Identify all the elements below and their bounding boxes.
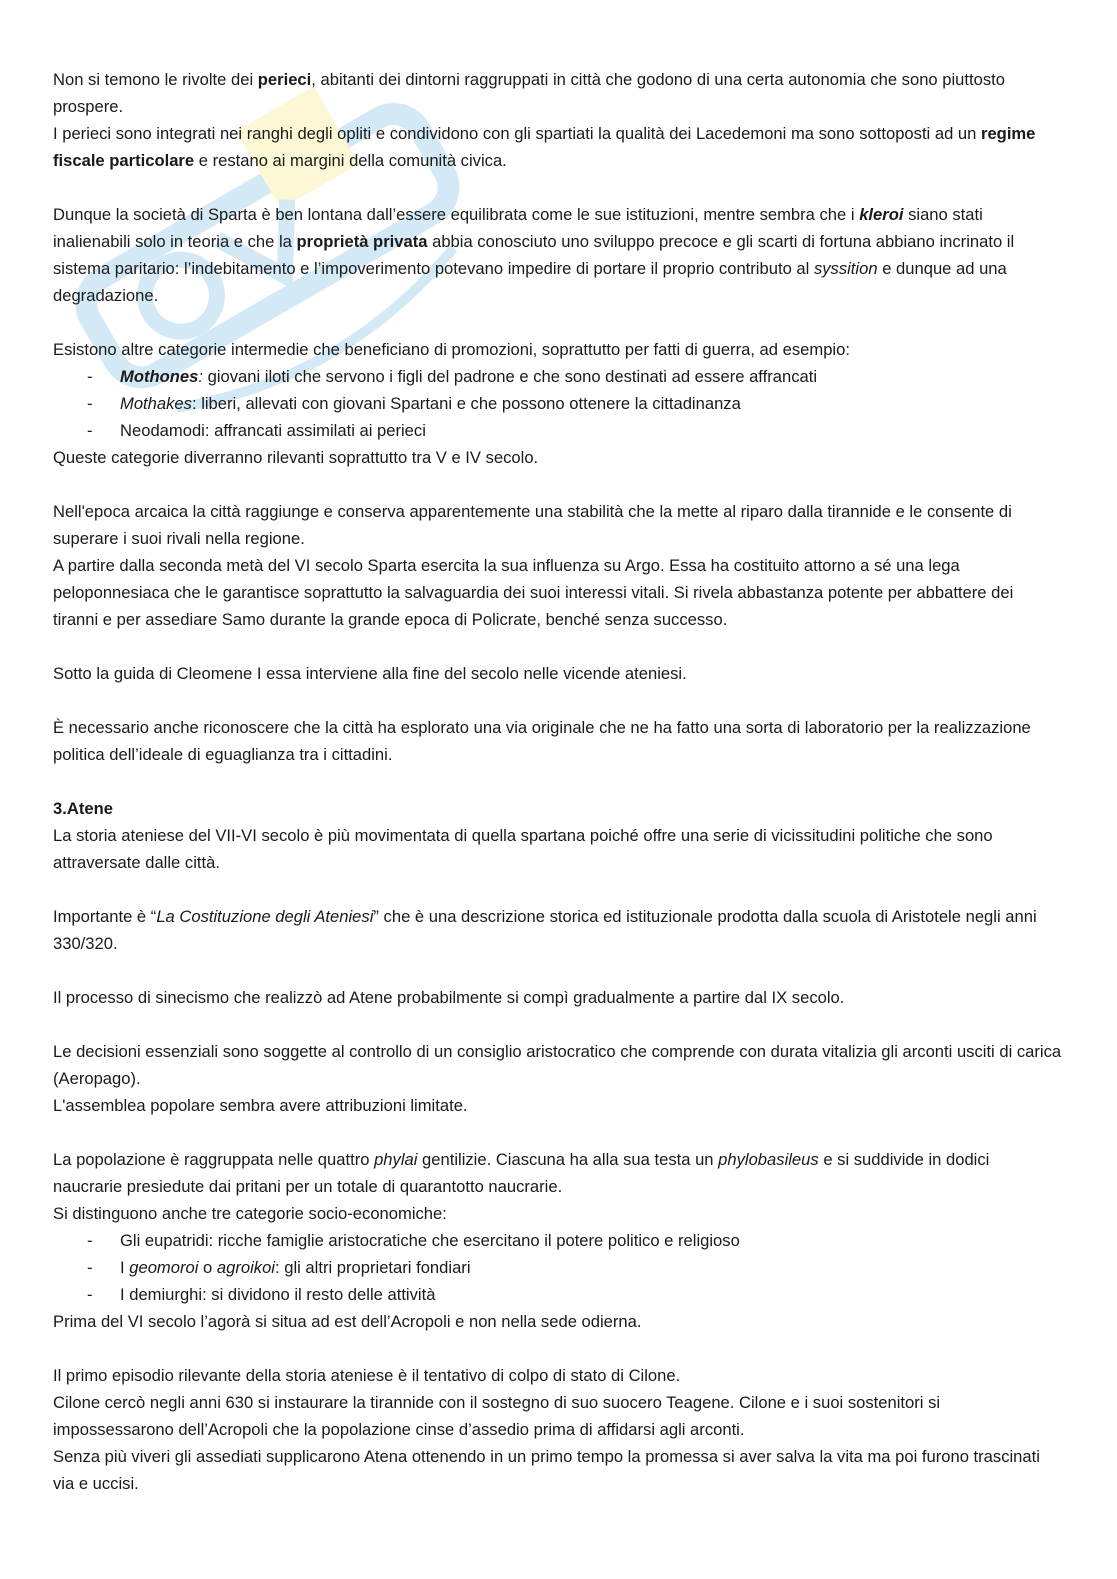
- paragraph-cilone-end: Senza più viveri gli assediati supplicarono Atena ottenendo in un primo tempo la promessa si aver salva la vita ma poi furono trascinati via e uccisi.: [53, 1447, 1040, 1493]
- paragraph-perieci-integration: I perieci sono integrati nei ranghi degli opliti e condividono con gli spartiati la qualità dei Lacedemoni ma sono sottoposti ad un regime fiscale particolare e restano ai margini della comunità civica.: [53, 124, 1036, 170]
- paragraph-cleomene: Sotto la guida di Cleomene I essa interviene alla fine del secolo nelle vicende ateniesi.: [53, 664, 687, 683]
- paragraph-phylai: La popolazione è raggruppata nelle quattro phylai gentilizie. Ciascuna ha alla sua testa un phylobasileus e si suddivide in dodici naucrarie presiedute dai pritani per un totale di quarantotto naucrarie.: [53, 1150, 990, 1196]
- italic-term: phylai: [374, 1150, 418, 1169]
- paragraph-sparta-society: Dunque la società di Sparta è ben lontana dall’essere equilibrata come le sue istituzioni, mentre sembra che i kleroi siano stati inalienabili solo in teoria e che la proprietà privata abbia conosciuto uno sviluppo precoce e gli scarti di fortuna abbiano incrinato il sistema paritario: l’indebitamento e l’impoverimento potevano impedire di portare il proprio contributo al syssition e dunque ad una degradazione.: [53, 205, 1015, 305]
- list-socio-economic: [53, 1227, 1063, 1308]
- list-item: - Mothakes: liberi, allevati con giovani Spartani e che possono ottenere la cittadinanza: [87, 394, 741, 413]
- paragraph-socio-economic: Si distinguono anche tre categorie socio-economiche:: [53, 1204, 447, 1223]
- italic-term: syssition: [813, 259, 878, 278]
- list-item: - Mothones: giovani iloti che servono i figli del padrone e che sono destinati ad essere affrancati: [87, 367, 818, 386]
- bold-italic-term: kleroi: [859, 205, 904, 224]
- paragraph-assembly: L'assemblea popolare sembra avere attribuzioni limitate.: [53, 1096, 468, 1115]
- section-heading-atene: 3.Atene: [53, 799, 113, 818]
- bold-term: proprietà privata: [296, 232, 428, 251]
- list-item: - Gli eupatridi: ricche famiglie aristocratiche che esercitano il potere politico e religioso: [87, 1231, 740, 1250]
- bold-term: perieci: [257, 70, 312, 89]
- italic-title: La Costituzione degli Ateniesi: [156, 907, 374, 926]
- list-intermediate-categories: [53, 363, 1063, 444]
- list-item: - I geomoroi o agroikoi: gli altri proprietari fondiari: [87, 1258, 471, 1277]
- document-body: [53, 66, 1063, 1497]
- bold-term: regime fiscale particolare: [53, 124, 1036, 170]
- list-item: - Neodamodi: affrancati assimilati ai perieci: [87, 421, 426, 440]
- paragraph-peloponnesian-league: A partire dalla seconda metà del VI secolo Sparta esercita la sua influenza su Argo. Essa ha costituito attorno a sé una lega peloponnesiaca che le garantisce soprattutto la salvaguardia dei suoi interessi vitali. Si rivela abbastanza potente per abbattere dei tiranni e per assediare Samo durante la grande epoca di Policrate, benché senza successo.: [53, 556, 1014, 629]
- list-item: - I demiurghi: si dividono il resto delle attività: [87, 1285, 436, 1304]
- paragraph-cilone-attempt: Cilone cercò negli anni 630 si instaurare la tirannide con il sostegno di suo suocero Teagene. Cilone e i suoi sostenitori si impossessarono dell’Acropoli che la popolazione cinse d’assedio prima di affidarsi agli arconti.: [53, 1393, 941, 1439]
- paragraph-categories-relevance: Queste categorie diverranno rilevanti soprattutto tra V e IV secolo.: [53, 448, 539, 467]
- paragraph-archaic-stability: Nell'epoca arcaica la città raggiunge e conserva apparentemente una stabilità che la mette al riparo dalla tirannide e le consente di superare i suoi rivali nella regione.: [53, 502, 1012, 548]
- paragraph-agora: Prima del VI secolo l’agorà si situa ad est dell’Acropoli e non nella sede odierna.: [53, 1312, 642, 1331]
- paragraph-areopagus: Le decisioni essenziali sono soggette al controllo di un consiglio aristocratico che comprende con durata vitalizia gli arconti usciti di carica (Aeropago).: [53, 1042, 1062, 1088]
- italic-term: phylobasileus: [718, 1150, 819, 1169]
- paragraph-perieci: Non si temono le rivolte dei perieci, abitanti dei dintorni raggruppati in città che godono di una certa autonomia che sono piuttosto prospere.: [53, 70, 1005, 116]
- paragraph-cilone-intro: Il primo episodio rilevante della storia ateniese è il tentativo di colpo di stato di Cilone.: [53, 1366, 681, 1385]
- paragraph-equality-laboratory: È necessario anche riconoscere che la città ha esplorato una via originale che ne ha fatto una sorta di laboratorio per la realizzazione politica dell’ideale di eguaglianza tra i cittadini.: [53, 718, 1031, 764]
- paragraph-constitution: Importante è “La Costituzione degli Ateniesi” che è una descrizione storica ed istituzionale prodotta dalla scuola di Aristotele negli anni 330/320.: [53, 907, 1037, 953]
- paragraph-intermediate-categories: Esistono altre categorie intermedie che beneficiano di promozioni, soprattutto per fatti di guerra, ad esempio:: [53, 340, 850, 359]
- paragraph-synoecism: Il processo di sinecismo che realizzò ad Atene probabilmente si compì gradualmente a partire dal IX secolo.: [53, 988, 845, 1007]
- paragraph-athens-history: La storia ateniese del VII-VI secolo è più movimentata di quella spartana poiché offre una serie di vicissitudini politiche che sono attraversate dalle città.: [53, 826, 993, 872]
